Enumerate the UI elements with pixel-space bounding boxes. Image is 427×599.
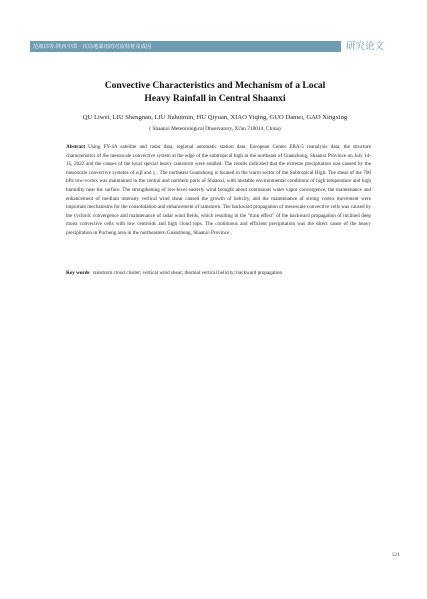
abstract-label: Abstract bbox=[66, 144, 86, 150]
paper-title-line-1: Convective Characteristics and Mechanism of a Local bbox=[104, 80, 326, 91]
affiliation: ( Shaanxi Meteorological Observatory, Xi'an 710014, China) bbox=[149, 126, 281, 132]
running-title: 范淑玮等:陕西中部一次局地暴雨的对流特征及成因 bbox=[33, 44, 152, 50]
paper-title bbox=[60, 79, 370, 105]
abstract-text: Using FY-4A satellite and radar data, regional automatic station data, European Center ERA-5 reanalysis data, the structure characteristics of the mesoscale convective system at the edge of the subtropical high in the northeast of Guanzhong, Shaanxi Province on July 14-15, 2022 and the causes of the local special heavy rainstorm were studied. The results indicated that the extreme precipitation was caused by the mesoscale convective systems of α,β and γ . The northeast Guanzhong is located in the warm sector of the Subtropical High. The shear of the 700 hPa low-vortex was maintained in the central and northern parts of Shaanxi, with unstable environmental conditions of high temperature and high humidity near the surface. The strengthening of low-level easterly wind brought about continuous water vapor convergence, the maintenance and enhancement of medium intensity vertical wind shear caused the growth of helicity, and the maintenance of strong vortex movement were important mechanisms for the consolidation and enhancement of rainstorm. The backward propagation of mesoscale convective cells was caused by the cyclonic convergence and maintenance of radar wind fields, which resulting in the "train effect" of the backward propagation of inclined deep moist convective cells with low centroids and high cloud tops. The continuous and efficient precipitation was the direct cause of the heavy precipitation in Pucheng area in the northeastern Guanzhong, Shaanxi Province . bbox=[66, 144, 371, 236]
author-list: QU Liwei, LIU Shengnan, LIU Jiahuimin, HU Qiyuan, XIAO Yiqing, GUO Damei, GAO Xingxing bbox=[82, 114, 348, 121]
keywords bbox=[66, 269, 371, 278]
abstract bbox=[66, 143, 371, 238]
keywords-label: Key words bbox=[66, 270, 90, 276]
section-label: 研究论文 bbox=[346, 41, 385, 52]
keywords-text: rainstorm cloud cluster; vertical wind shear; thermal vertical helicity; backward propagation bbox=[92, 270, 283, 276]
page-number: 121 bbox=[391, 552, 400, 558]
paper-title-line-2: Heavy Rainfall in Central Shaanxi bbox=[144, 93, 286, 104]
